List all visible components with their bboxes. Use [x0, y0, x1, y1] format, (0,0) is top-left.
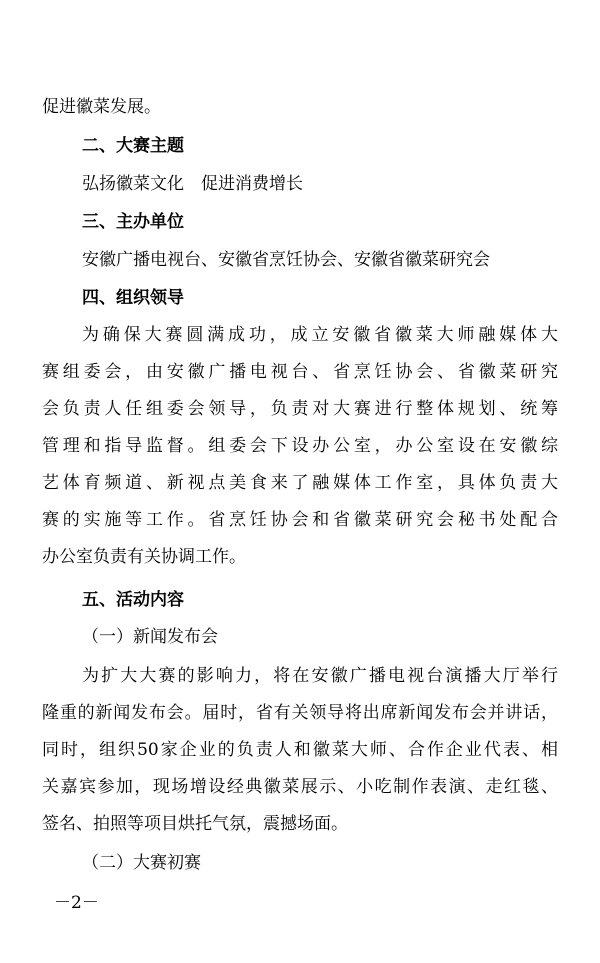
paragraph-line: 赛的实施等工作。省烹饪协会和省徽菜研究会秘书处配合: [42, 510, 558, 530]
paragraph-line: 隆重的新闻发布会。届时，省有关领导将出席新闻发布会并讲话，: [42, 703, 558, 723]
section-heading: 四、组织领导: [82, 288, 184, 308]
paragraph-line: 赛组委会，由安徽广播电视台、省烹饪协会、省徽菜研究: [42, 362, 558, 382]
paragraph-line: 办公室负责有关协调工作。: [42, 547, 246, 567]
subsection-heading: （二）大赛初赛: [82, 853, 201, 873]
paragraph-line: 弘扬徽菜文化 促进消费增长: [82, 174, 303, 194]
paragraph-line: 安徽广播电视台、安徽省烹饪协会、安徽省徽菜研究会: [82, 250, 490, 270]
paragraph-line: 为扩大大赛的影响力，将在安徽广播电视台演播大厅举行: [82, 666, 558, 686]
paragraph-line: 关嘉宾参加，现场增设经典徽菜展示、小吃制作表演、走红毯、: [42, 777, 558, 797]
section-heading: 三、主办单位: [82, 212, 184, 232]
paragraph-line: 为确保大赛圆满成功，成立安徽省徽菜大师融媒体大: [82, 325, 558, 345]
section-heading: 二、大赛主题: [82, 136, 184, 156]
paragraph-line: 签名、拍照等项目烘托气氛，震撼场面。: [42, 814, 348, 834]
subsection-heading: （一）新闻发布会: [82, 627, 218, 647]
paragraph-line: 艺体育频道、新视点美食来了融媒体工作室，具体负责大: [42, 473, 558, 493]
paragraph-line: 同时，组织50家企业的负责人和徽菜大师、合作企业代表、相: [42, 740, 558, 760]
section-heading: 五、活动内容: [82, 590, 184, 610]
page-number: －2－: [54, 893, 99, 913]
paragraph-line: 管理和指导监督。组委会下设办公室，办公室设在安徽综: [42, 436, 558, 456]
paragraph-line: 会负责人任组委会领导，负责对大赛进行整体规划、统筹: [42, 399, 558, 419]
paragraph-line: 促进徽菜发展。: [42, 97, 161, 117]
